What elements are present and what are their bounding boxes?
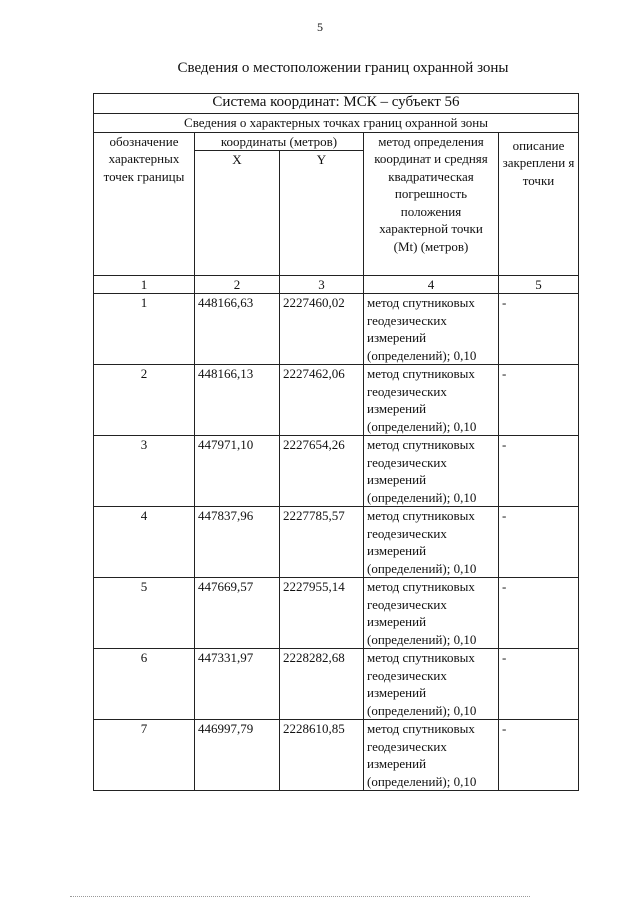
- points-info-cell: Сведения о характерных точках границ охранной зоны: [94, 114, 579, 133]
- table-row: [94, 294, 579, 365]
- y-coordinate-cell: 2227955,14: [280, 578, 364, 649]
- column-number: 2: [195, 275, 280, 294]
- x-coordinate-cell: 448166,63: [195, 294, 280, 365]
- page-number: 5: [317, 20, 323, 34]
- footer-divider: [70, 896, 530, 897]
- method-cell: метод спутниковых геодезических измерений (определений); 0,10: [364, 436, 499, 507]
- description-cell: -: [499, 720, 579, 791]
- table-row: [94, 578, 579, 649]
- point-number-cell: 7: [94, 720, 195, 791]
- point-number-cell: 2: [94, 365, 195, 436]
- x-coordinate-cell: 447331,97: [195, 649, 280, 720]
- x-coordinate-cell: 447837,96: [195, 507, 280, 578]
- table-row: [94, 365, 579, 436]
- description-cell: -: [499, 436, 579, 507]
- point-number-cell: 5: [94, 578, 195, 649]
- y-coordinate-cell: 2228282,68: [280, 649, 364, 720]
- y-coordinate-cell: 2227785,57: [280, 507, 364, 578]
- description-cell: -: [499, 507, 579, 578]
- method-cell: метод спутниковых геодезических измерений (определений); 0,10: [364, 649, 499, 720]
- x-coordinate-cell: 447971,10: [195, 436, 280, 507]
- y-coordinate-cell: 2228610,85: [280, 720, 364, 791]
- column-number: 1: [94, 275, 195, 294]
- point-number-cell: 4: [94, 507, 195, 578]
- description-cell: -: [499, 649, 579, 720]
- description-cell: -: [499, 578, 579, 649]
- method-cell: метод спутниковых геодезических измерений (определений); 0,10: [364, 365, 499, 436]
- point-number-cell: 1: [94, 294, 195, 365]
- column-number: 5: [499, 275, 579, 294]
- coordinates-header: координаты (метров): [195, 132, 364, 151]
- method-header: метод определения координат и средняя квадратическая погрешность положения характерной точки (Mt) (метров): [364, 132, 499, 275]
- x-coordinate-cell: 447669,57: [195, 578, 280, 649]
- x-coordinate-cell: 446997,79: [195, 720, 280, 791]
- designation-header: обозначение характерных точек границы: [94, 132, 195, 275]
- coordinate-system-cell: Система координат: МСК – субъект 56: [94, 94, 579, 114]
- boundary-points-table: [93, 93, 579, 791]
- document-title: Сведения о местоположении границ охранной зоны: [177, 60, 509, 76]
- column-number: 3: [280, 275, 364, 294]
- description-cell: -: [499, 294, 579, 365]
- point-number-cell: 6: [94, 649, 195, 720]
- x-coordinate-cell: 448166,13: [195, 365, 280, 436]
- y-coordinate-cell: 2227462,06: [280, 365, 364, 436]
- method-cell: метод спутниковых геодезических измерений (определений); 0,10: [364, 578, 499, 649]
- table-row: [94, 436, 579, 507]
- table-row: [94, 649, 579, 720]
- method-cell: метод спутниковых геодезических измерений (определений); 0,10: [364, 507, 499, 578]
- column-number: 4: [364, 275, 499, 294]
- description-cell: -: [499, 365, 579, 436]
- table-row: [94, 720, 579, 791]
- y-coordinate-cell: 2227460,02: [280, 294, 364, 365]
- x-header: X: [195, 151, 280, 275]
- description-header: описание закреплени я точки: [499, 132, 579, 275]
- y-coordinate-cell: 2227654,26: [280, 436, 364, 507]
- table-row: [94, 507, 579, 578]
- point-number-cell: 3: [94, 436, 195, 507]
- method-cell: метод спутниковых геодезических измерений (определений); 0,10: [364, 720, 499, 791]
- method-cell: метод спутниковых геодезических измерений (определений); 0,10: [364, 294, 499, 365]
- y-header: Y: [280, 151, 364, 275]
